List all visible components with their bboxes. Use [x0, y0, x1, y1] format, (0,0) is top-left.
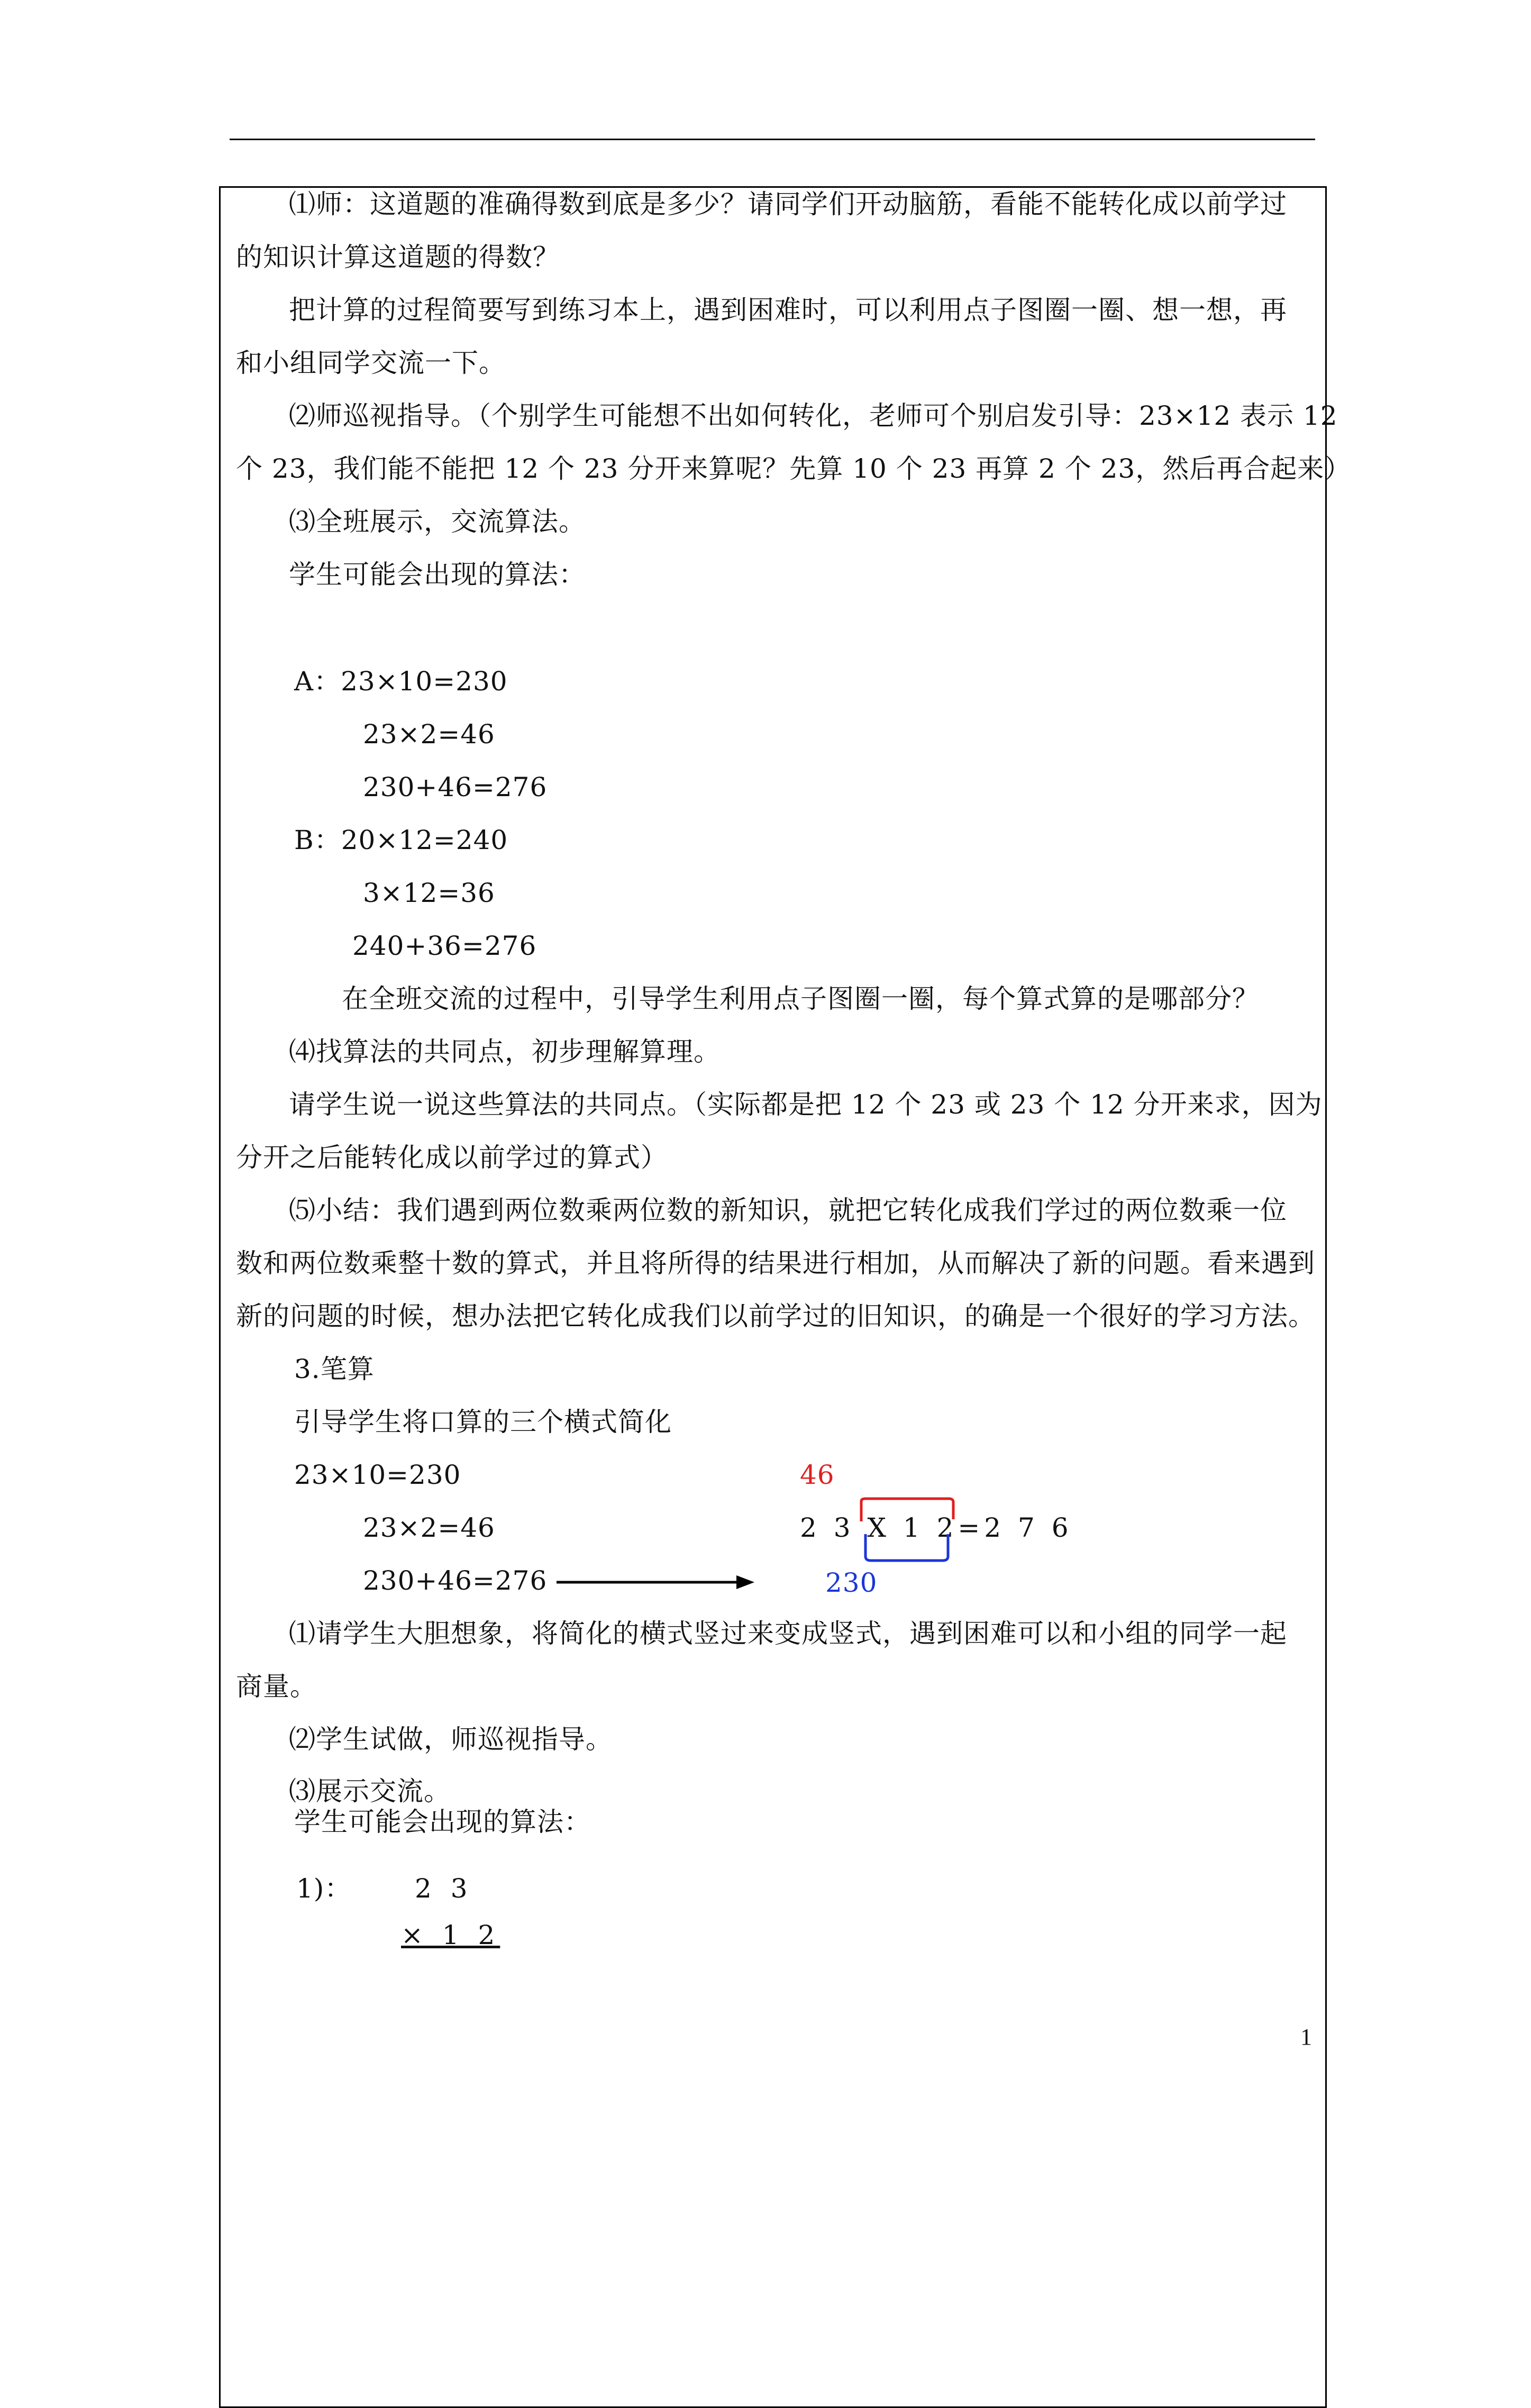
algorithm-a-line: 230+46=276 [363, 772, 548, 802]
text-line: ⑶全班展示，交流算法。 [289, 506, 586, 537]
text-line: 商量。 [236, 1671, 317, 1702]
text-line: 的知识计算这道题的得数？ [236, 242, 560, 272]
text-line: 分开之后能转化成以前学过的算式） [236, 1142, 668, 1173]
red-bracket-icon [858, 1497, 964, 1524]
text-line: 学生可能会出现的算法： [289, 559, 586, 590]
algorithm-b-line: 3×12=36 [363, 878, 495, 908]
header-rule [230, 139, 1315, 140]
partial-product-blue: 230 [825, 1567, 878, 1598]
text-line: ⑵师巡视指导。（个别学生可能想不出如何转化，老师可个别启发引导：23×12 表示 12 [289, 400, 1338, 431]
text-line: 请学生说一说这些算法的共同点。（实际都是把 12 个 23 或 23 个 12 分开来求，因为 [289, 1089, 1323, 1120]
text-line: 学生可能会出现的算法： [294, 1807, 591, 1837]
page-number: 1 [1300, 2024, 1312, 2050]
oral-calc-line: 23×2=46 [363, 1512, 495, 1543]
vertical-calc-line: 2 3 [415, 1873, 473, 1904]
text-line: 和小组同学交流一下。 [236, 348, 506, 378]
text-line: 在全班交流的过程中，引导学生利用点子图圈一圈，每个算式算的是哪部分？ [342, 983, 1259, 1014]
text-line: ⑷找算法的共同点，初步理解算理。 [289, 1036, 721, 1067]
partial-product-red: 46 [800, 1460, 835, 1490]
text-line: ⑵学生试做，师巡视指导。 [289, 1724, 613, 1755]
vertical-calc-label: 1)： [296, 1873, 352, 1904]
simplified-expression: 2 3 X 1 2=2 7 6 [800, 1512, 1073, 1543]
text-line: ⑸小结：我们遇到两位数乘两位数的新知识，就把它转化成我们学过的两位数乘一位 [289, 1195, 1287, 1226]
algorithm-a-line: 23×2=46 [363, 719, 495, 750]
text-line: ⑴师：这道题的准确得数到底是多少？请同学们开动脑筋，看能不能转化成以前学过 [289, 189, 1287, 220]
algorithm-b-line: B：20×12=240 [294, 825, 508, 855]
oral-calc-line: 23×10=230 [294, 1460, 461, 1490]
algorithm-b-line: 240+36=276 [352, 931, 537, 961]
vertical-calc-line: × 1 2 [401, 1920, 500, 1950]
text-line: 个 23，我们能不能把 12 个 23 分开来算呢？先算 10 个 23 再算 2 个 23，然后再合起来） [236, 453, 1352, 484]
oral-calc-line: 230+46=276 [363, 1565, 548, 1596]
text-line: 引导学生将口算的三个横式简化 [294, 1407, 672, 1437]
text-line: ⑶展示交流。 [289, 1776, 451, 1807]
blue-bracket-icon [858, 1533, 964, 1565]
text-line: ⑴请学生大胆想象，将简化的横式竖过来变成竖式，遇到困难可以和小组的同学一起 [289, 1618, 1287, 1649]
text-line: 把计算的过程简要写到练习本上，遇到困难时，可以利用点子图圈一圈、想一想，再 [289, 295, 1287, 325]
text-line: 数和两位数乘整十数的算式，并且将所得的结果进行相加，从而解决了新的问题。看来遇到 [236, 1248, 1315, 1279]
text-line: 新的问题的时候，想办法把它转化成我们以前学过的旧知识，的确是一个很好的学习方法。 [236, 1301, 1315, 1331]
right-arrow-icon [555, 1569, 757, 1595]
algorithm-a-line: A：23×10=230 [294, 666, 508, 697]
section-heading: 3.笔算 [294, 1354, 375, 1384]
